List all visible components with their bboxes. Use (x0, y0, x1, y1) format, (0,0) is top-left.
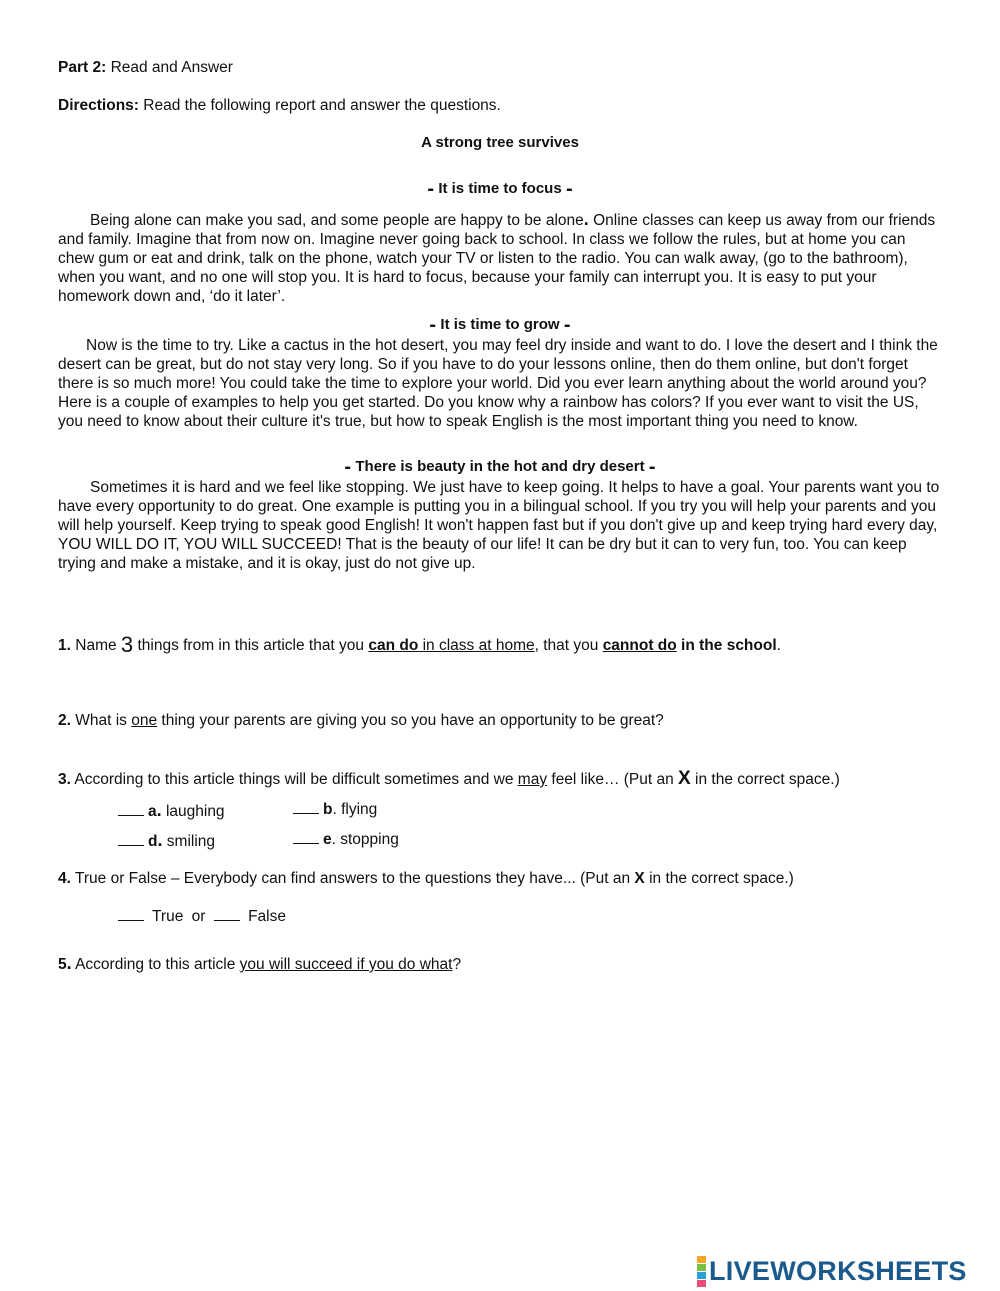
liveworksheets-logo (697, 1254, 967, 1288)
question-text: According to this article (71, 956, 240, 973)
question-number: 2. (58, 712, 71, 729)
false-label: False (248, 908, 286, 925)
answer-blank[interactable] (118, 802, 144, 816)
heading-dash-left: - (429, 314, 437, 336)
heading-dash-left: - (427, 178, 434, 200)
question-text: , that you (534, 637, 603, 654)
paragraph-lead-dot: . (583, 209, 589, 229)
option-letter: b (323, 801, 333, 818)
question-number: 3. (58, 771, 71, 788)
can-do-emphasis: can do (368, 637, 419, 654)
option-e[interactable] (293, 830, 399, 849)
x-mark: X (678, 768, 691, 789)
false-blank[interactable] (214, 907, 240, 921)
logo-block (697, 1272, 706, 1279)
section-heading-grow (0, 314, 1000, 337)
section-paragraph-focus (58, 210, 940, 306)
answer-blank[interactable] (293, 800, 319, 814)
may-underlined: may (517, 771, 548, 788)
question-4 (58, 870, 794, 888)
section-heading-text: It is time to focus (438, 180, 562, 197)
logo-block (697, 1264, 706, 1271)
part-text: Read and Answer (110, 59, 233, 76)
question-3 (58, 768, 840, 790)
question-text: Name (75, 637, 121, 654)
question-text: According to this article things will be difficult sometimes and we (74, 771, 518, 788)
page-title: A strong tree survives (421, 134, 579, 151)
option-dot: . (332, 801, 337, 818)
section-heading-text: It is time to grow (440, 316, 560, 333)
in-the-school: in the school (676, 637, 777, 654)
section-paragraph-beauty (58, 478, 940, 573)
question-2 (58, 712, 664, 730)
part-label-line (58, 59, 233, 77)
heading-dash-right: - (565, 178, 573, 200)
option-dot: . (331, 831, 336, 848)
x-mark: X (634, 870, 645, 887)
logo-block (697, 1280, 706, 1287)
heading-dash-right: - (648, 456, 656, 478)
option-b[interactable] (293, 800, 377, 819)
logo-block (697, 1256, 706, 1263)
question-text: thing your parents are giving you so you have an opportunity to be great? (157, 712, 664, 729)
directions-text: Read the following report and answer the questions. (143, 97, 501, 114)
paragraph-body: Online classes can keep us away from our friends and family. Imagine that from now on. Imagine never going back to school. In class we follow the rules, but at home you can chew gum or eat and drink, talk on the phone, watch your TV or listen to the radio. You can walk away, (go to the bathroom), when you want, and no one will stop you. It is hard to focus, because your family can interrupt you. It is easy to put your homework down and, ‘do it later’. (58, 212, 936, 305)
question-text: in the correct space.) (690, 771, 840, 788)
succeed-underlined: you will succeed if you do what (239, 956, 453, 973)
directions-line (58, 97, 501, 115)
true-label: True (152, 908, 184, 925)
part-label: Part 2: (58, 59, 107, 76)
heading-dash-left: - (344, 456, 352, 478)
one-underlined: one (131, 712, 158, 729)
in-class-at-home: in class at home (418, 637, 535, 654)
section-heading-text: There is beauty in the hot and dry desert (355, 458, 645, 475)
option-dot: . (156, 800, 162, 820)
section-heading-focus (0, 178, 1000, 201)
number-three: 3 (120, 632, 134, 657)
question-number-dot: . (66, 953, 72, 973)
logo-blocks-icon (697, 1256, 706, 1287)
question-5 (58, 953, 461, 974)
answer-blank[interactable] (293, 830, 319, 844)
question-text: feel like… (Put an (547, 771, 679, 788)
question-number: 1. (58, 637, 71, 654)
option-letter: e (323, 831, 332, 848)
option-a[interactable] (118, 800, 225, 821)
question-1 (58, 632, 781, 658)
logo-text: LIVEWORKSHEETS (709, 1255, 967, 1286)
question-number: 5 (58, 956, 67, 973)
option-text: flying (336, 801, 378, 818)
option-text: smiling (162, 833, 216, 850)
cannot-do-emphasis: cannot do (602, 637, 677, 654)
true-false-row (118, 907, 286, 926)
paragraph-lead: Being alone can make you sad, and some people are happy to be alone (90, 212, 584, 229)
option-text: laughing (161, 803, 225, 820)
option-letter: d (148, 833, 158, 850)
question-text: in the correct space.) (644, 870, 794, 887)
question-text: True or False – Everybody can find answers to the questions they have... (Put an (74, 870, 635, 887)
true-blank[interactable] (118, 907, 144, 921)
paragraph-body: Now is the time to try. Like a cactus in the hot desert, you may feel dry inside and want to do. I love the desert and I think the desert can be great, but do not stay very long. So if you have to do your lessons online, then do them online, but don't forget there is so much more! You could take the time to explore your world. Did you ever learn anything about the world around you? Here is a couple of examples to help you get started. Do you know why a rainbow has colors? If you ever want to visit the US, you need to know about their culture it's true, but how to speak English is the most important thing you need to know. (58, 337, 938, 430)
heading-dash-right: - (563, 314, 571, 336)
question-text: What is (75, 712, 132, 729)
section-heading-beauty (0, 456, 1000, 479)
option-text: stopping (335, 831, 399, 848)
or-label: or (191, 908, 206, 925)
question-number: 4. (58, 870, 71, 887)
option-letter: a (148, 803, 157, 820)
directions-label: Directions: (58, 97, 139, 114)
section-paragraph-grow (58, 336, 940, 431)
option-dot: . (157, 830, 163, 850)
question-text: . (776, 637, 781, 654)
option-d[interactable] (118, 830, 215, 851)
question-text: things from in this article that you (133, 637, 369, 654)
paragraph-body: Sometimes it is hard and we feel like stopping. We just have to keep going. It helps to have a goal. Your parents want you to have every opportunity to do great. One example is putting you in a bilingual school. If you try you will help your parents and you will help yourself. Keep trying to speak good English! It won't happen fast but if you don't give up and keep trying hard every day, YOU WILL DO IT, YOU WILL SUCCEED! That is the beauty of our life! It can be dry but it can to very fun, too. You can keep trying and make a mistake, and it is okay, just do not give up. (58, 479, 940, 572)
answer-blank[interactable] (118, 832, 144, 846)
question-text: ? (452, 956, 462, 973)
